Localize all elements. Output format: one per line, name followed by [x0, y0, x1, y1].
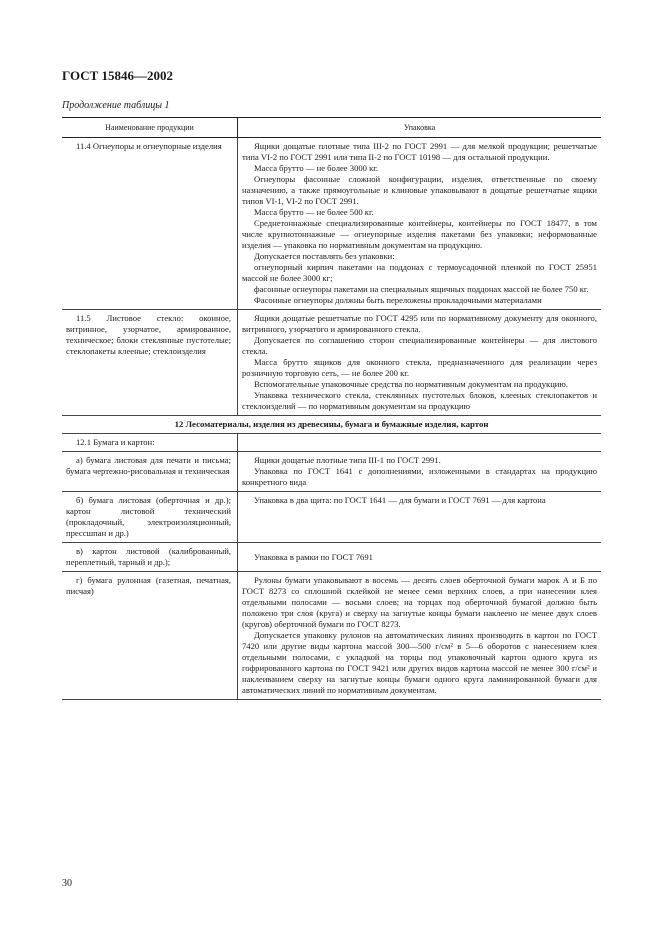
packaging-paragraph: Масса брутто ящиков для оконного стекла, предназначенного для реализации через розничную торговую сеть, — не более 200 кг. — [242, 357, 597, 378]
product-name: 11.5 Листовое стекло: оконное, витринное, узорчатое, армированное, техническое; блоки стеклянные пустотелые; стеклопакеты клееные; стеклоизделия — [66, 313, 231, 356]
packaging-paragraph: Огнеупоры фасонные сложной конфигурации, изделия, ответственные по своему назначению, а также прямоугольные и клиновые упаковывают в дощатые решетчатые ящики типов VI-1, VI-2 по ГОСТ 2991. — [242, 174, 597, 206]
packaging-cell — [238, 434, 602, 452]
page-number: 30 — [62, 878, 72, 889]
product-name: б) бумага листовая (оберточная и др.); картон листовой технический (прокладочный, электроизоляционный, прессшпан и др.) — [66, 495, 231, 538]
column-header-product: Наименование продукции — [62, 118, 238, 138]
table-row — [62, 138, 601, 310]
product-cell — [62, 452, 238, 492]
product-cell — [62, 492, 238, 543]
product-cell — [62, 543, 238, 572]
packaging-paragraph: Допускается поставлять без упаковки: — [254, 251, 395, 261]
product-cell — [62, 138, 238, 310]
packaging-paragraph: Ящики дощатые решетчатые по ГОСТ 4295 или по нормативному документу для оконного, витринного, узорчатого и армированного стекла. — [242, 313, 597, 334]
product-name: г) бумага рулонная (газетная, печатная, писчая) — [66, 575, 231, 596]
table-row — [62, 492, 601, 543]
table-row — [62, 543, 601, 572]
packaging-paragraph: Упаковка в рамки по ГОСТ 7691 — [254, 551, 373, 562]
product-name: а) бумага листовая для печати и письма; бумага чертежно-рисовальная и техническая — [66, 455, 231, 476]
packaging-cell — [238, 572, 602, 700]
table-row — [62, 572, 601, 700]
packaging-paragraph: Масса брутто — не более 500 кг. — [254, 207, 374, 217]
document-title: ГОСТ 15846—2002 — [62, 68, 174, 83]
column-header-packaging: Упаковка — [238, 118, 602, 138]
packaging-cell — [238, 310, 602, 416]
packaging-cell — [238, 138, 602, 310]
packaging-paragraph: Ящики дощатые плотные типа III-2 по ГОСТ 2991 — для мелкой продукции; решетчатые типа VI-2 по ГОСТ 2991 или типа II-2 по ГОСТ 10198 — для остальной продукции. — [242, 141, 597, 162]
packaging-paragraph: Упаковка по ГОСТ 1641 с дополнениями, изложенными в стандартах на продукцию конкретного вида — [242, 466, 597, 487]
packaging-cell — [238, 492, 602, 543]
packaging-paragraph: Фасонные огнеупоры должны быть переложены прокладочными материалами — [254, 295, 542, 305]
packaging-cell — [238, 452, 602, 492]
section-heading: 12 Лесоматериалы, изделия из древесины, бумага и бумажные изделия, картон — [62, 416, 601, 434]
product-cell — [62, 434, 238, 452]
table-continuation-caption: Продолжение таблицы 1 — [62, 100, 170, 111]
product-cell — [62, 310, 238, 416]
packaging-table — [62, 117, 601, 700]
packaging-cell — [238, 543, 602, 572]
product-name: в) картон листовой (калиброванный, переплетный, тарный и др.); — [66, 546, 231, 567]
section-heading-row — [62, 416, 601, 434]
packaging-paragraph: Допускается по соглашению сторон специализированные контейнеры — для листового стекла. — [242, 335, 597, 356]
packaging-paragraph: огнеупорный кирпич пакетами на поддонах с термоусадочной пленкой по ГОСТ 25951 массой не более 3000 кг; — [242, 262, 597, 283]
packaging-paragraph: Рулоны бумаги упаковывают в восемь — десять слоев оберточной бумаги марок А и Б по ГОСТ 8273 со сплошной склейкой не менее семи верхних слоев, а при нанесении клея отдельными полосами — восьми слоев; на торцах под оберточной бумагой должно быть положено три слоя (круга) и сверху на загнутые концы бумаги наклеено не менее двух слоев (кругов) оберточной бумаги по ГОСТ 8273. — [242, 575, 597, 629]
table-row — [62, 310, 601, 416]
table-row — [62, 434, 601, 452]
table-header-row — [62, 118, 601, 138]
product-name: 11.4 Огнеупоры и огнеупорные изделия — [76, 141, 222, 151]
product-cell — [62, 572, 238, 700]
packaging-paragraph: Упаковка в два щита: по ГОСТ 1641 — для бумаги и ГОСТ 7691 — для картона — [254, 495, 546, 505]
packaging-paragraph: фасонные огнеупоры пакетами на специальных ящичных поддонах массой не более 750 кг. — [254, 284, 589, 294]
packaging-paragraph: Масса брутто — не более 3000 кг. — [254, 163, 378, 173]
packaging-paragraph: Вспомогательные упаковочные средства по нормативным документам на продукцию. — [254, 379, 568, 389]
packaging-paragraph: Ящики дощатые плотные типа III-1 по ГОСТ 2991. — [254, 455, 441, 465]
table-row — [62, 452, 601, 492]
packaging-paragraph: Упаковка технического стекла, стеклянных пустотелых блоков, клееных стеклопакетов и стеклоизделий — по нормативным документам на продукцию — [242, 390, 597, 411]
product-name: 12.1 Бумага и картон: — [76, 437, 155, 447]
packaging-paragraph: Допускается упаковку рулонов на автоматических линиях производить в картон по ГОСТ 7420 или другие виды картона массой 300—500 г/см² в 5—6 оборотов с нанесением клея отдельными полосами, с укладкой на торцы под упаковочный картон одного круга из гофрированного картона по ГОСТ 9421 или других видов картона массой не менее 300 г/см² и наклеиванием сверху на загнутые концы бумаги одного круга ламинированной бумаги для автоматических линий по нормативным документам. — [242, 630, 597, 695]
packaging-paragraph: Среднетоннажные специализированные контейнеры, контейнеры по ГОСТ 18477, в том числе крупнотоннажные — огнеупорные изделия пакетами без упаковки; неформованные изделия — упаковка по нормативным документам на продукцию. — [242, 218, 597, 250]
